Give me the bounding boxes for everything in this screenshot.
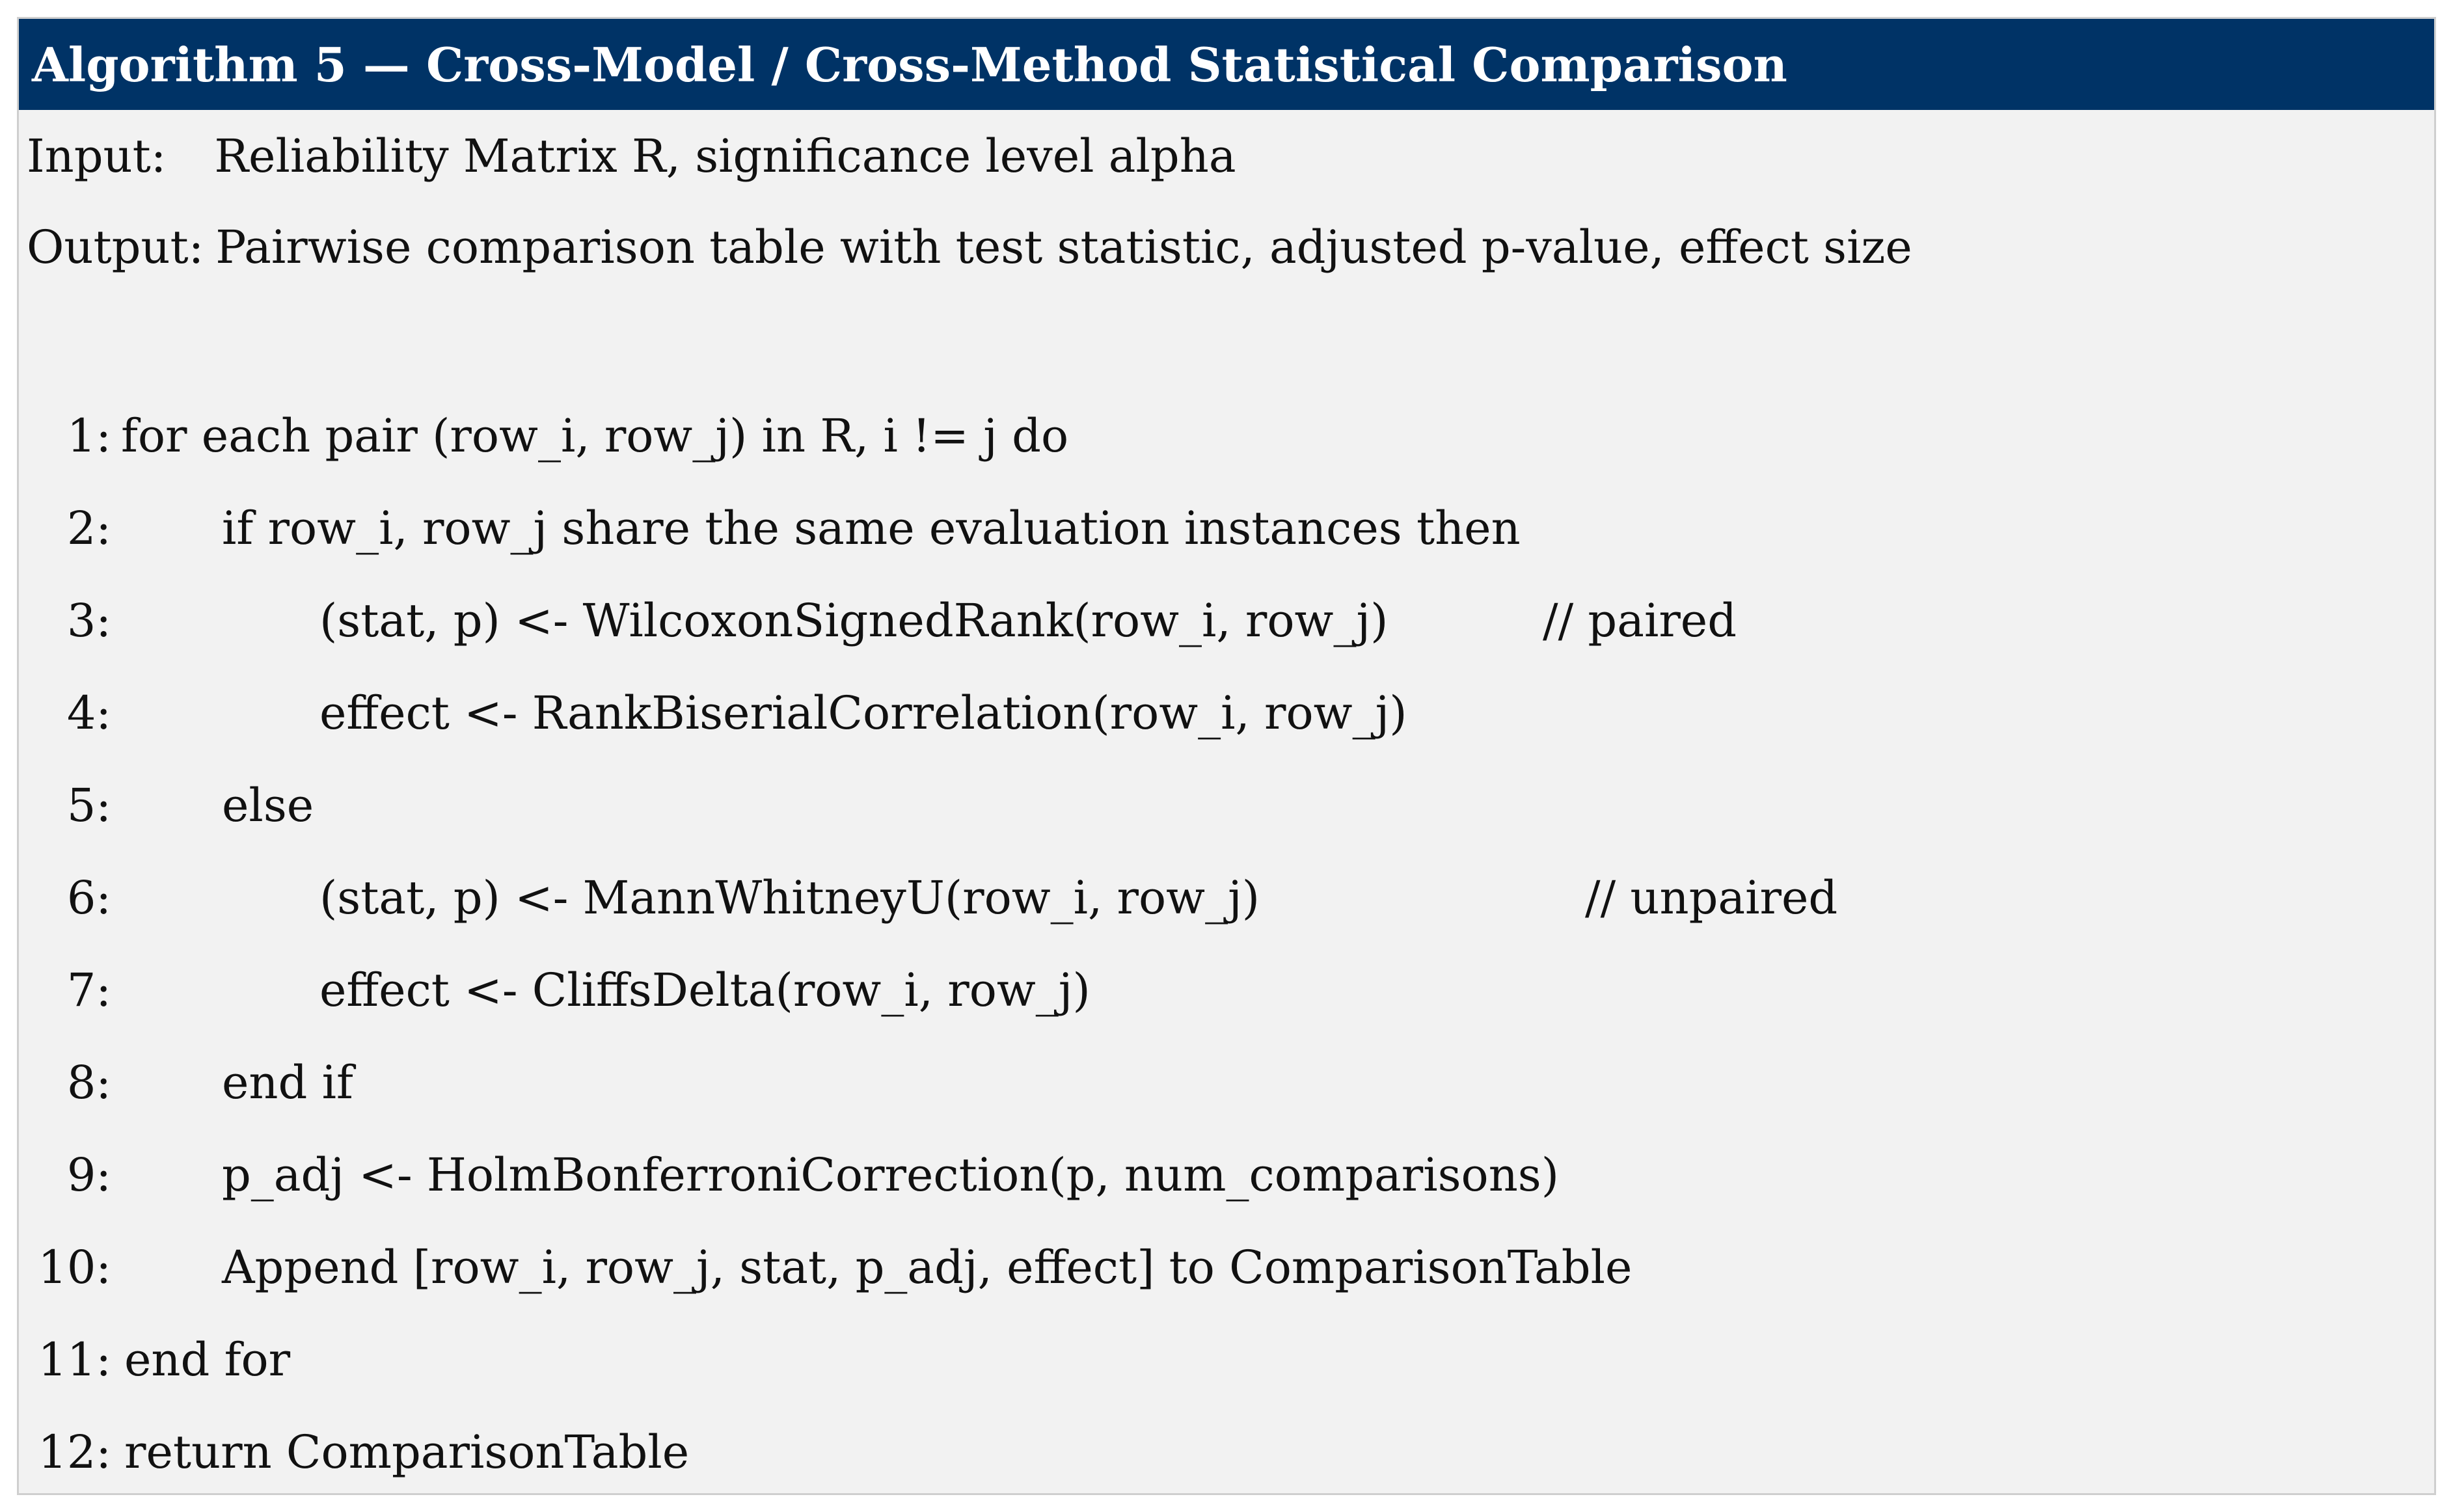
input-line (27, 129, 1236, 183)
step-code: effect <- CliffsDelta(row_i, row_j) (319, 964, 1091, 1017)
algorithm-title: Algorithm 5 — Cross-Model / Cross-Method Statistical Comparison (32, 36, 1787, 92)
step-line (27, 1241, 2369, 1306)
step-line (27, 779, 2369, 844)
step-line (27, 964, 2369, 1029)
step-code: Append [row_i, row_j, stat, p_adj, effect] to ComparisonTable (222, 1241, 1633, 1294)
step-line (27, 871, 2369, 936)
step-line (27, 502, 2369, 567)
step-number: 6: (66, 871, 111, 925)
output-line (27, 221, 1912, 274)
step-code: effect <- RankBiserialCorrelation(row_i, row_j) (319, 686, 1407, 740)
step-line (27, 1056, 2369, 1121)
step-code: p_adj <- HolmBonferroniCorrection(p, num_comparisons) (222, 1148, 1560, 1202)
step-number: 11: (38, 1333, 111, 1386)
step-number: 8: (66, 1056, 111, 1109)
step-number: 4: (66, 686, 111, 740)
step-number: 9: (66, 1148, 111, 1202)
step-number: 7: (66, 964, 111, 1017)
step-number: 3: (66, 594, 111, 647)
step-number: 5: (66, 779, 111, 832)
step-line (27, 1148, 2369, 1213)
input-label: Input: (27, 129, 167, 183)
step-number: 1: (66, 409, 111, 463)
algorithm-header (19, 19, 2434, 110)
step-number: 10: (38, 1241, 111, 1294)
step-code: else (222, 779, 314, 832)
output-label: Output: (27, 221, 204, 274)
step-line (27, 409, 2369, 474)
step-line (27, 594, 2369, 659)
output-value: Pairwise comparison table with test statistic, adjusted p-value, effect size (215, 221, 1912, 274)
step-code: (stat, p) <- WilcoxonSignedRank(row_i, row_j) (319, 594, 1389, 647)
step-comment: // unpaired (1585, 871, 1838, 925)
step-line (27, 1425, 2369, 1491)
step-code: end if (222, 1056, 353, 1109)
algorithm-box (17, 17, 2436, 1495)
step-code: (stat, p) <- MannWhitneyU(row_i, row_j) (319, 871, 1260, 925)
step-code: if row_i, row_j share the same evaluation instances then (222, 502, 1521, 555)
step-code: for each pair (row_i, row_j) in R, i != j do (121, 409, 1069, 463)
step-number: 2: (66, 502, 111, 555)
step-number: 12: (38, 1425, 111, 1479)
step-code: end for (124, 1333, 291, 1386)
step-line (27, 1333, 2369, 1398)
input-value: Reliability Matrix R, significance level alpha (214, 129, 1236, 183)
step-comment: // paired (1543, 594, 1737, 647)
step-line (27, 686, 2369, 751)
step-code: return ComparisonTable (124, 1425, 690, 1479)
